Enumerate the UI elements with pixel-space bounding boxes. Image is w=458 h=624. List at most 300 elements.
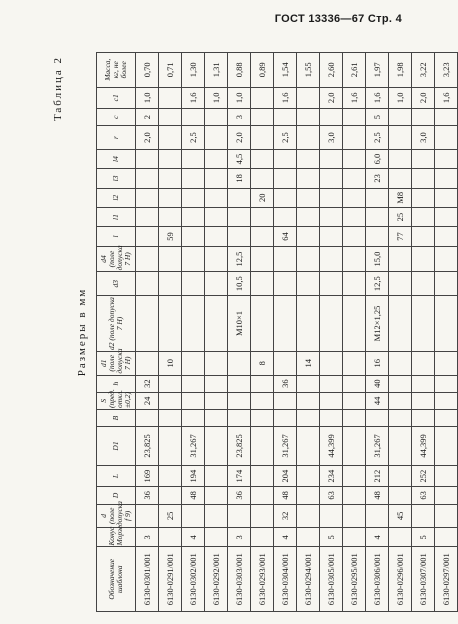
table-cell: 44 <box>366 392 389 409</box>
table-cell <box>297 169 320 188</box>
table-cell <box>389 487 412 504</box>
table-cell: 6130-0304/001 <box>274 547 297 612</box>
table-cell: 36 <box>274 375 297 392</box>
table-cell <box>435 126 458 150</box>
table-cell <box>228 351 251 375</box>
table-cell <box>435 465 458 487</box>
table-cell <box>412 504 435 528</box>
table-cell: 1,31 <box>205 53 228 88</box>
table-cell <box>343 169 366 188</box>
table-cell <box>343 392 366 409</box>
column-header: d1 (поле допуска 7 H) <box>97 351 136 375</box>
table-cell <box>389 109 412 126</box>
table-cell: 32 <box>274 504 297 528</box>
table-cell: 2,61 <box>343 53 366 88</box>
table-cell <box>182 246 205 272</box>
table-cell: 1,6 <box>182 87 205 109</box>
table-cell <box>182 375 205 392</box>
table-cell <box>205 504 228 528</box>
table-cell: 1,6 <box>274 87 297 109</box>
table-cell <box>159 207 182 226</box>
rotated-page-content <box>52 52 451 612</box>
table-cell <box>251 87 274 109</box>
table-cell <box>435 149 458 168</box>
table-cell <box>343 246 366 272</box>
table-cell <box>159 126 182 150</box>
table-cell <box>297 126 320 150</box>
column-header: d3 <box>97 272 136 296</box>
table-cell <box>435 351 458 375</box>
table-cell: 1,6 <box>366 87 389 109</box>
table-cell <box>251 465 274 487</box>
table-cell <box>136 188 159 207</box>
table-cell: 3,22 <box>412 53 435 88</box>
table-cell: 6130-0302/001 <box>182 547 205 612</box>
table-cell <box>205 126 228 150</box>
table-cell <box>205 375 228 392</box>
table-cell <box>435 207 458 226</box>
table-cell <box>320 504 343 528</box>
table-cell <box>159 87 182 109</box>
column-header: d4 (поле допуска 7 H) <box>97 246 136 272</box>
table-cell <box>205 169 228 188</box>
table-cell: 6130-0291/001 <box>159 547 182 612</box>
table-cell <box>389 246 412 272</box>
table-cell <box>205 351 228 375</box>
table-cell <box>274 409 297 426</box>
table-cell <box>182 188 205 207</box>
table-cell: 234 <box>320 465 343 487</box>
table-cell: 48 <box>366 487 389 504</box>
table-cell: 77 <box>389 227 412 246</box>
table-cell <box>320 296 343 352</box>
table-cell <box>320 149 343 168</box>
column-header: d (поле допуска f 9) <box>97 504 136 528</box>
table-cell <box>297 188 320 207</box>
table-cell <box>136 409 159 426</box>
column-header: D <box>97 487 136 504</box>
column-header: Масса, кг, не более <box>97 53 136 88</box>
table-cell: 6130-0303/001 <box>228 547 251 612</box>
table-cell <box>159 272 182 296</box>
table-row <box>366 53 389 612</box>
table-cell <box>205 272 228 296</box>
table-cell <box>251 169 274 188</box>
table-row <box>136 53 159 612</box>
table-cell <box>297 487 320 504</box>
column-header: S (пред. откл. ±0,2) <box>97 392 136 409</box>
table-row <box>435 53 458 612</box>
table-cell <box>366 207 389 226</box>
table-cell <box>320 169 343 188</box>
table-cell <box>251 528 274 547</box>
table-cell <box>435 296 458 352</box>
table-cell: 31,267 <box>274 427 297 466</box>
table-cell: 23,825 <box>228 427 251 466</box>
table-cell: 1,97 <box>366 53 389 88</box>
table-cell: 40 <box>366 375 389 392</box>
table-cell: 1,30 <box>182 53 205 88</box>
table-cell: 2,60 <box>320 53 343 88</box>
column-header: Обозначение шаблона <box>97 547 136 612</box>
table-cell <box>343 427 366 466</box>
table-cell <box>136 207 159 226</box>
table-cell <box>205 149 228 168</box>
table-cell <box>343 504 366 528</box>
table-cell: 3 <box>136 528 159 547</box>
table-row <box>412 53 435 612</box>
table-cell <box>182 504 205 528</box>
table-cell: 63 <box>412 487 435 504</box>
table-cell: M8 <box>389 188 412 207</box>
table-cell <box>389 427 412 466</box>
table-cell <box>205 465 228 487</box>
table-cell <box>136 272 159 296</box>
column-header: c1 <box>97 87 136 109</box>
table-cell <box>159 528 182 547</box>
table-cell <box>182 149 205 168</box>
column-header: Конус Морзе <box>97 528 136 547</box>
table-cell <box>182 351 205 375</box>
table-cell: 4,5 <box>228 149 251 168</box>
table-cell <box>251 427 274 466</box>
table-cell <box>251 392 274 409</box>
table-cell: 36 <box>136 487 159 504</box>
table-cell: 1,6 <box>343 87 366 109</box>
table-cell: 1,0 <box>228 87 251 109</box>
table-cell <box>251 487 274 504</box>
table-cell <box>182 227 205 246</box>
table-cell <box>412 296 435 352</box>
table-cell <box>412 351 435 375</box>
table-cell: 31,267 <box>182 427 205 466</box>
table-cell: 5 <box>412 528 435 547</box>
table-cell: 2,0 <box>136 126 159 150</box>
table-cell <box>343 351 366 375</box>
table-row <box>389 53 412 612</box>
table-cell: 15,0 <box>366 246 389 272</box>
table-cell: 23 <box>366 169 389 188</box>
table-cell <box>251 504 274 528</box>
table-cell <box>297 409 320 426</box>
table-cell: 6130-0296/001 <box>389 547 412 612</box>
table-header-row <box>97 53 136 612</box>
table-cell: 31,267 <box>366 427 389 466</box>
table-cell: 2,5 <box>182 126 205 150</box>
table-cell <box>435 409 458 426</box>
table-cell <box>182 169 205 188</box>
table-cell: 1,54 <box>274 53 297 88</box>
table-cell: 4 <box>366 528 389 547</box>
table-cell: 4 <box>274 528 297 547</box>
table-cell <box>136 246 159 272</box>
table-cell: 6130-0307/001 <box>412 547 435 612</box>
table-cell <box>205 409 228 426</box>
table-cell <box>136 504 159 528</box>
table-cell <box>182 109 205 126</box>
table-cell <box>274 149 297 168</box>
table-cell <box>205 188 228 207</box>
table-row <box>182 53 205 612</box>
table-cell <box>343 188 366 207</box>
table-cell: 2,0 <box>320 87 343 109</box>
table-cell: M10×1 <box>228 296 251 352</box>
table-cell: 252 <box>412 465 435 487</box>
table-cell <box>159 246 182 272</box>
column-header: d2 (поле допуска 7 H) <box>97 296 136 352</box>
table-cell <box>251 126 274 150</box>
table-cell <box>274 272 297 296</box>
table-cell <box>274 351 297 375</box>
table-cell <box>412 375 435 392</box>
table-cell <box>435 392 458 409</box>
table-cell: 6130-0306/001 <box>366 547 389 612</box>
table-cell <box>251 296 274 352</box>
table-cell <box>159 109 182 126</box>
table-cell <box>274 109 297 126</box>
table-cell <box>389 126 412 150</box>
table-cell: 10 <box>159 351 182 375</box>
table-cell <box>343 409 366 426</box>
column-header: l1 <box>97 207 136 226</box>
table-cell <box>343 149 366 168</box>
table-cell: 2,0 <box>412 87 435 109</box>
table-cell <box>159 392 182 409</box>
table-cell <box>274 392 297 409</box>
table-cell <box>297 392 320 409</box>
table-cell <box>389 169 412 188</box>
column-header: r <box>97 126 136 150</box>
table-cell: 6130-0292/001 <box>205 547 228 612</box>
table-row <box>251 53 274 612</box>
table-cell <box>343 296 366 352</box>
table-cell <box>274 246 297 272</box>
table-cell <box>136 227 159 246</box>
table-cell <box>297 227 320 246</box>
table-cell <box>159 296 182 352</box>
table-cell <box>251 227 274 246</box>
table-cell: 8 <box>251 351 274 375</box>
table-cell: 20 <box>251 188 274 207</box>
table-cell: 5 <box>366 109 389 126</box>
table-row <box>297 53 320 612</box>
table-cell <box>159 169 182 188</box>
table-cell <box>297 207 320 226</box>
table-cell <box>205 392 228 409</box>
table-cell: 1,98 <box>389 53 412 88</box>
table-cell <box>228 207 251 226</box>
table-cell <box>159 427 182 466</box>
table-cell <box>228 188 251 207</box>
table-cell: 2,0 <box>228 126 251 150</box>
table-cell <box>343 207 366 226</box>
table-cell: 12,5 <box>228 246 251 272</box>
table-cell <box>366 504 389 528</box>
table-cell <box>297 87 320 109</box>
table-cell: 212 <box>366 465 389 487</box>
table-cell <box>435 169 458 188</box>
table-cell <box>182 207 205 226</box>
table-cell <box>251 246 274 272</box>
table-cell <box>297 465 320 487</box>
table-cell <box>320 207 343 226</box>
table-cell: 0,71 <box>159 53 182 88</box>
table-cell <box>412 227 435 246</box>
table-cell: 3,23 <box>435 53 458 88</box>
table-cell <box>366 227 389 246</box>
table-cell <box>251 207 274 226</box>
table-cell <box>251 149 274 168</box>
table-cell <box>297 375 320 392</box>
table-cell <box>297 427 320 466</box>
column-header: B <box>97 409 136 426</box>
table-cell <box>205 296 228 352</box>
table-cell <box>435 487 458 504</box>
table-cell <box>320 375 343 392</box>
table-cell: 36 <box>228 487 251 504</box>
table-cell <box>228 375 251 392</box>
table-cell <box>435 246 458 272</box>
table-cell <box>182 392 205 409</box>
table-cell <box>205 487 228 504</box>
table-cell <box>274 169 297 188</box>
table-cell <box>389 149 412 168</box>
table-cell <box>182 409 205 426</box>
table-cell <box>435 528 458 547</box>
table-cell <box>320 188 343 207</box>
table-cell: 16 <box>366 351 389 375</box>
table-cell: 2 <box>136 109 159 126</box>
table-cell <box>412 246 435 272</box>
table-cell: 194 <box>182 465 205 487</box>
table-cell <box>412 109 435 126</box>
table-cell: 32 <box>136 375 159 392</box>
table-cell <box>320 109 343 126</box>
page-header: ГОСТ 13336—67 Стр. 4 <box>274 13 402 25</box>
table-cell <box>274 296 297 352</box>
table-cell: 1,0 <box>136 87 159 109</box>
table-cell: 25 <box>389 207 412 226</box>
table-cell <box>389 465 412 487</box>
table-cell: 174 <box>228 465 251 487</box>
table-row <box>159 53 182 612</box>
table-cell: 5 <box>320 528 343 547</box>
table-row <box>343 53 366 612</box>
table-cell <box>366 188 389 207</box>
table-cell <box>435 272 458 296</box>
table-cell <box>297 246 320 272</box>
table-cell <box>205 528 228 547</box>
table-cell <box>412 272 435 296</box>
table-cell <box>435 188 458 207</box>
table-cell: 48 <box>182 487 205 504</box>
table-cell: 3,0 <box>320 126 343 150</box>
table-cell: 204 <box>274 465 297 487</box>
table-cell: 1,0 <box>205 87 228 109</box>
table-cell <box>412 149 435 168</box>
table-cell <box>435 109 458 126</box>
table-cell: 169 <box>136 465 159 487</box>
table-row <box>228 53 251 612</box>
table-cell <box>159 409 182 426</box>
table-cell <box>412 392 435 409</box>
table-cell: 0,89 <box>251 53 274 88</box>
table-cell <box>159 465 182 487</box>
column-header: h <box>97 375 136 392</box>
table-cell <box>136 296 159 352</box>
table-cell: 25 <box>159 504 182 528</box>
table-cell: 1,6 <box>435 87 458 109</box>
table-cell <box>297 296 320 352</box>
table-cell <box>182 272 205 296</box>
table-cell <box>274 207 297 226</box>
table-cell <box>389 392 412 409</box>
table-cell: 6130-0293/001 <box>251 547 274 612</box>
table-cell: 1,0 <box>389 87 412 109</box>
table-cell: 18 <box>228 169 251 188</box>
table-cell: 6130-0297/001 <box>435 547 458 612</box>
table-cell <box>343 528 366 547</box>
table-cell: M12×1,25 <box>366 296 389 352</box>
table-cell <box>435 375 458 392</box>
table-cell <box>343 487 366 504</box>
table-cell: 1,55 <box>297 53 320 88</box>
table-cell: 14 <box>297 351 320 375</box>
table-cell: 2,5 <box>274 126 297 150</box>
table-cell <box>343 272 366 296</box>
table-cell <box>136 169 159 188</box>
table-cell: 6,0 <box>366 149 389 168</box>
table-cell: 44,399 <box>320 427 343 466</box>
table-cell <box>251 375 274 392</box>
dimensions-table <box>96 52 458 612</box>
table-cell <box>412 188 435 207</box>
table-cell <box>343 465 366 487</box>
table-cell <box>343 375 366 392</box>
column-header: D1 <box>97 427 136 466</box>
table-cell <box>435 504 458 528</box>
table-cell <box>136 351 159 375</box>
table-cell: 12,5 <box>366 272 389 296</box>
table-cell <box>228 504 251 528</box>
table-cell <box>297 272 320 296</box>
table-cell: 3 <box>228 528 251 547</box>
table-cell: 2,5 <box>366 126 389 150</box>
table-cell <box>389 528 412 547</box>
table-cell: 6130-0295/001 <box>343 547 366 612</box>
table-cell <box>205 227 228 246</box>
table-cell <box>320 272 343 296</box>
table-cell <box>343 126 366 150</box>
table-cell <box>320 409 343 426</box>
column-header: L <box>97 465 136 487</box>
table-cell: 48 <box>274 487 297 504</box>
table-cell <box>297 504 320 528</box>
table-cell: 6130-0305/001 <box>320 547 343 612</box>
table-cell <box>412 207 435 226</box>
table-cell: 3 <box>228 109 251 126</box>
column-header: l <box>97 227 136 246</box>
table-cell: 63 <box>320 487 343 504</box>
table-cell <box>412 169 435 188</box>
table-cell <box>366 409 389 426</box>
column-header: l2 <box>97 188 136 207</box>
table-caption: Размеры в мм <box>76 287 88 377</box>
table-cell: 0,70 <box>136 53 159 88</box>
table-cell <box>297 528 320 547</box>
column-header: l4 <box>97 149 136 168</box>
table-cell: 59 <box>159 227 182 246</box>
